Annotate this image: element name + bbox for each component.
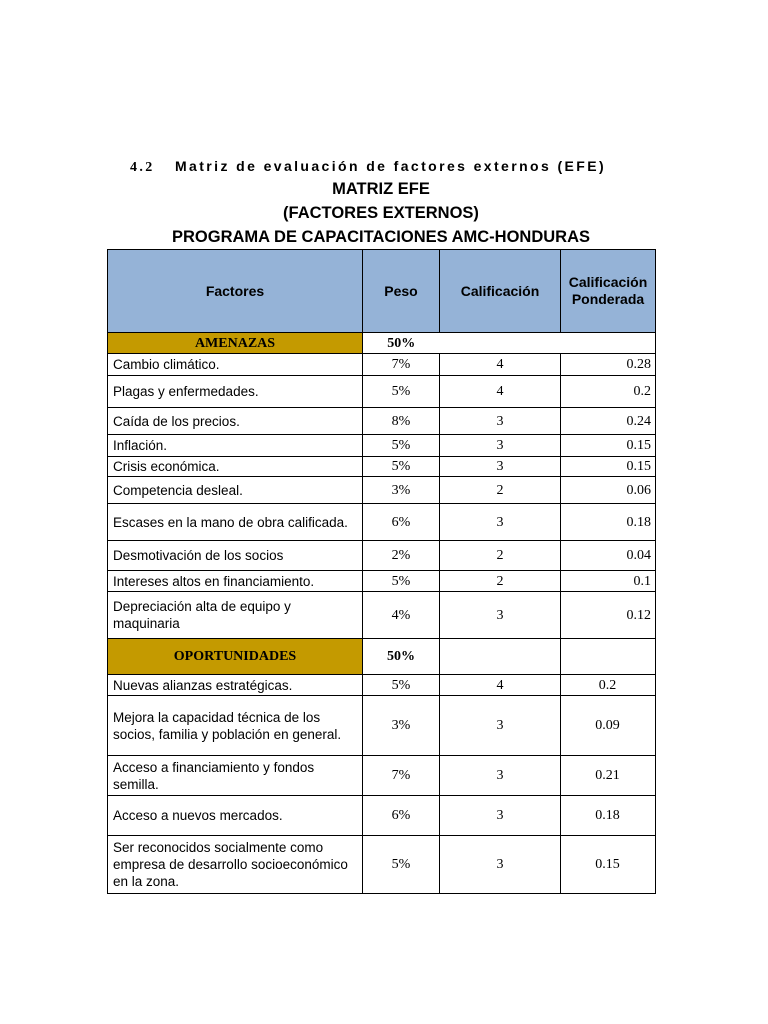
ponderada-cell: 0.06 [561,477,656,504]
section-row-amenazas [108,333,656,354]
table-row [108,457,656,477]
section-label-amenazas: AMENAZAS [108,333,363,354]
factor-cell: Inflación. [108,435,363,457]
ponderada-cell: 0.1 [561,571,656,592]
calificacion-cell: 3 [440,696,561,756]
header-ponderada: Calificación Ponderada [561,250,656,333]
section-label-oportunidades: OPORTUNIDADES [108,639,363,675]
factor-cell: Acceso a financiamiento y fondos semilla. [108,756,363,796]
factor-cell: Escases en la mano de obra calificada. [108,504,363,541]
table-row [108,796,656,836]
peso-cell: 8% [363,408,440,435]
calificacion-cell: 3 [440,504,561,541]
section-blank [440,333,561,354]
peso-cell: 5% [363,376,440,408]
factor-cell: Mejora la capacidad técnica de los socios, familia y población en general. [108,696,363,756]
calificacion-cell: 4 [440,675,561,696]
peso-cell: 3% [363,477,440,504]
factor-cell: Desmotivación de los socios [108,541,363,571]
table-row [108,756,656,796]
table-row [108,675,656,696]
ponderada-cell: 0.09 [561,696,656,756]
calificacion-cell: 3 [440,756,561,796]
ponderada-cell: 0.15 [561,457,656,477]
section-row-oportunidades [108,639,656,675]
section-heading-text: Matriz de evaluación de factores externos (EFE) [175,158,607,174]
calificacion-cell: 2 [440,477,561,504]
calificacion-cell: 3 [440,836,561,894]
ponderada-cell: 0.2 [561,376,656,408]
calificacion-cell: 3 [440,592,561,639]
ponderada-cell: 0.12 [561,592,656,639]
table-row [108,541,656,571]
section-blank [561,333,656,354]
peso-cell: 3% [363,696,440,756]
header-factores: Factores [108,250,363,333]
calificacion-cell: 4 [440,376,561,408]
ponderada-cell: 0.24 [561,408,656,435]
section-heading [130,158,606,176]
peso-cell: 7% [363,354,440,376]
table-row [108,571,656,592]
ponderada-cell: 0.21 [561,756,656,796]
factor-cell: Intereses altos en financiamiento. [108,571,363,592]
ponderada-cell: 0.18 [561,796,656,836]
factor-cell: Plagas y enfermedades. [108,376,363,408]
factor-cell: Nuevas alianzas estratégicas. [108,675,363,696]
factor-cell: Ser reconocidos socialmente como empresa de desarrollo socioeconómico en la zona. [108,836,363,894]
peso-cell: 7% [363,756,440,796]
ponderada-cell: 0.28 [561,354,656,376]
section-number: 4.2 [130,160,155,175]
section-peso-amenazas: 50% [363,333,440,354]
table-header-row [108,250,656,333]
factor-cell: Depreciación alta de equipo y maquinaria [108,592,363,639]
program-title: PROGRAMA DE CAPACITACIONES AMC-HONDURAS [172,228,590,246]
header-peso: Peso [363,250,440,333]
calificacion-cell: 2 [440,541,561,571]
ponderada-cell: 0.15 [561,836,656,894]
peso-cell: 6% [363,796,440,836]
table-row [108,504,656,541]
section-blank [440,639,561,675]
ponderada-cell: 0.15 [561,435,656,457]
peso-cell: 5% [363,836,440,894]
peso-cell: 5% [363,571,440,592]
table-row [108,592,656,639]
calificacion-cell: 3 [440,457,561,477]
table-row [108,354,656,376]
factor-cell: Caída de los precios. [108,408,363,435]
calificacion-cell: 3 [440,796,561,836]
peso-cell: 5% [363,435,440,457]
ponderada-cell: 0.18 [561,504,656,541]
table-row [108,408,656,435]
section-peso-oportunidades: 50% [363,639,440,675]
calificacion-cell: 2 [440,571,561,592]
table-row [108,435,656,457]
table-row [108,477,656,504]
table-row [108,696,656,756]
matrix-title: MATRIZ EFE [332,180,430,198]
factor-cell: Crisis económica. [108,457,363,477]
factor-cell: Cambio climático. [108,354,363,376]
calificacion-cell: 3 [440,408,561,435]
table-row [108,836,656,894]
peso-cell: 4% [363,592,440,639]
matrix-subtitle: (FACTORES EXTERNOS) [283,204,479,222]
header-calificacion: Calificación [440,250,561,333]
calificacion-cell: 3 [440,435,561,457]
efe-matrix-table [107,249,656,894]
factor-cell: Acceso a nuevos mercados. [108,796,363,836]
ponderada-cell: 0.2 [561,675,656,696]
peso-cell: 5% [363,675,440,696]
calificacion-cell: 4 [440,354,561,376]
peso-cell: 5% [363,457,440,477]
ponderada-cell: 0.04 [561,541,656,571]
section-blank [561,639,656,675]
peso-cell: 6% [363,504,440,541]
table-row [108,376,656,408]
peso-cell: 2% [363,541,440,571]
factor-cell: Competencia desleal. [108,477,363,504]
